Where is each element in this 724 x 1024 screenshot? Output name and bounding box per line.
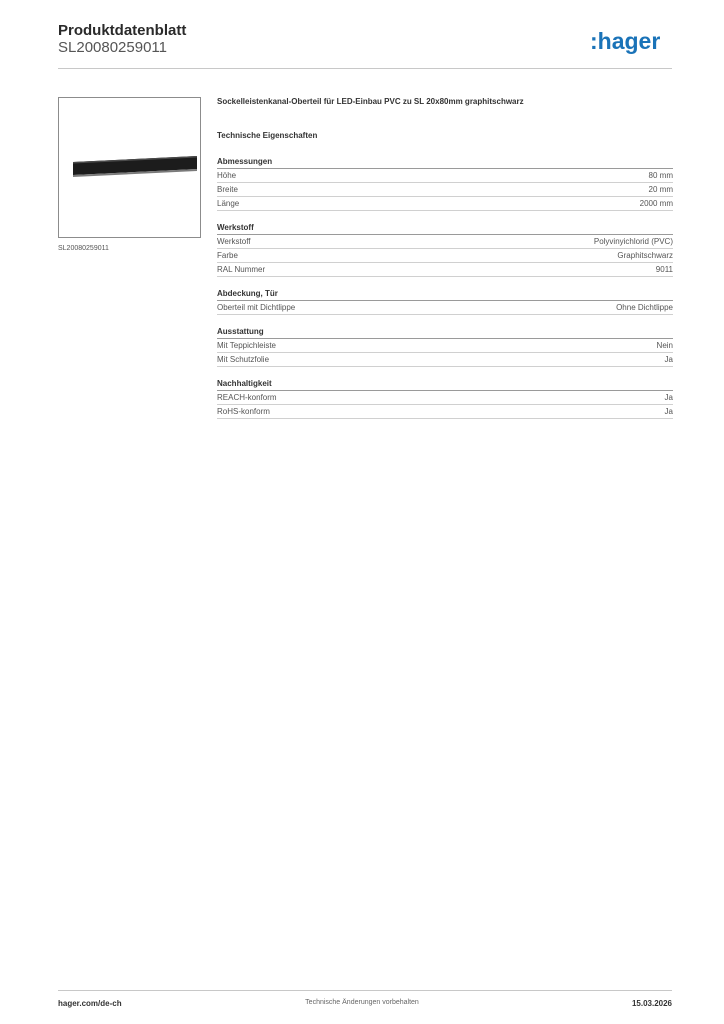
property-label: Mit Teppichleiste — [217, 341, 276, 350]
property-value: Ohne Dichtlippe — [616, 303, 673, 312]
property-label: RoHS-konform — [217, 407, 270, 416]
product-name: Sockelleistenkanal-Oberteil für LED-Einbau PVC zu SL 20x80mm graphitschwarz — [217, 97, 524, 106]
property-group-equipment — [217, 325, 673, 367]
product-picture-icon — [73, 156, 197, 178]
property-label: Werkstoff — [217, 237, 251, 246]
property-label: REACH-konform — [217, 393, 277, 402]
footer-disclaimer: Technische Änderungen vorbehalten — [305, 999, 419, 1006]
property-value: 2000 mm — [639, 199, 673, 208]
footer-divider — [58, 990, 672, 991]
document-title: Produktdatenblatt — [58, 22, 187, 39]
property-label: Oberteil mit Dichtlippe — [217, 303, 296, 312]
property-group-material — [217, 221, 673, 277]
property-label: Mit Schutzfolie — [217, 355, 270, 364]
property-row — [217, 169, 673, 183]
hager-logo-text: :hager — [590, 29, 661, 54]
property-group-cover-door — [217, 287, 673, 315]
property-value: 20 mm — [648, 185, 673, 194]
property-row — [217, 183, 673, 197]
document-product-code: SL20080259011 — [58, 39, 167, 56]
product-details — [217, 96, 673, 419]
property-label: Länge — [217, 199, 240, 208]
property-row — [217, 249, 673, 263]
group-title: Nachhaltigkeit — [217, 377, 673, 391]
property-row — [217, 405, 673, 419]
property-row — [217, 263, 673, 277]
property-value: Nein — [656, 341, 673, 350]
property-row — [217, 235, 673, 249]
property-label: RAL Nummer — [217, 265, 266, 274]
product-image-caption: SL20080259011 — [58, 245, 109, 252]
property-row — [217, 353, 673, 367]
property-value: Ja — [664, 355, 673, 364]
property-group-dimensions — [217, 155, 673, 211]
property-value: 9011 — [655, 265, 673, 274]
property-row — [217, 339, 673, 353]
footer-date: 15.03.2026 — [631, 999, 672, 1008]
group-title: Ausstattung — [217, 325, 673, 339]
header-divider — [58, 68, 672, 69]
group-title: Werkstoff — [217, 221, 673, 235]
property-group-sustainability — [217, 377, 673, 419]
product-image — [58, 97, 201, 238]
property-value: Ja — [664, 407, 673, 416]
property-value: 80 mm — [648, 171, 673, 180]
property-row — [217, 301, 673, 315]
property-row — [217, 391, 673, 405]
property-value: Graphitschwarz — [617, 251, 673, 260]
footer-website-link[interactable]: hager.com/de-ch — [58, 999, 122, 1008]
hager-logo — [590, 29, 676, 55]
group-title: Abmessungen — [217, 155, 673, 169]
property-label: Farbe — [217, 251, 238, 260]
property-value: Polyvinyichlorid (PVC) — [593, 237, 673, 246]
group-title: Abdeckung, Tür — [217, 287, 673, 301]
technical-properties-heading: Technische Eigenschaften — [217, 131, 318, 140]
property-row — [217, 197, 673, 211]
property-label: Breite — [217, 185, 238, 194]
property-value: Ja — [664, 393, 673, 402]
property-label: Höhe — [217, 171, 237, 180]
